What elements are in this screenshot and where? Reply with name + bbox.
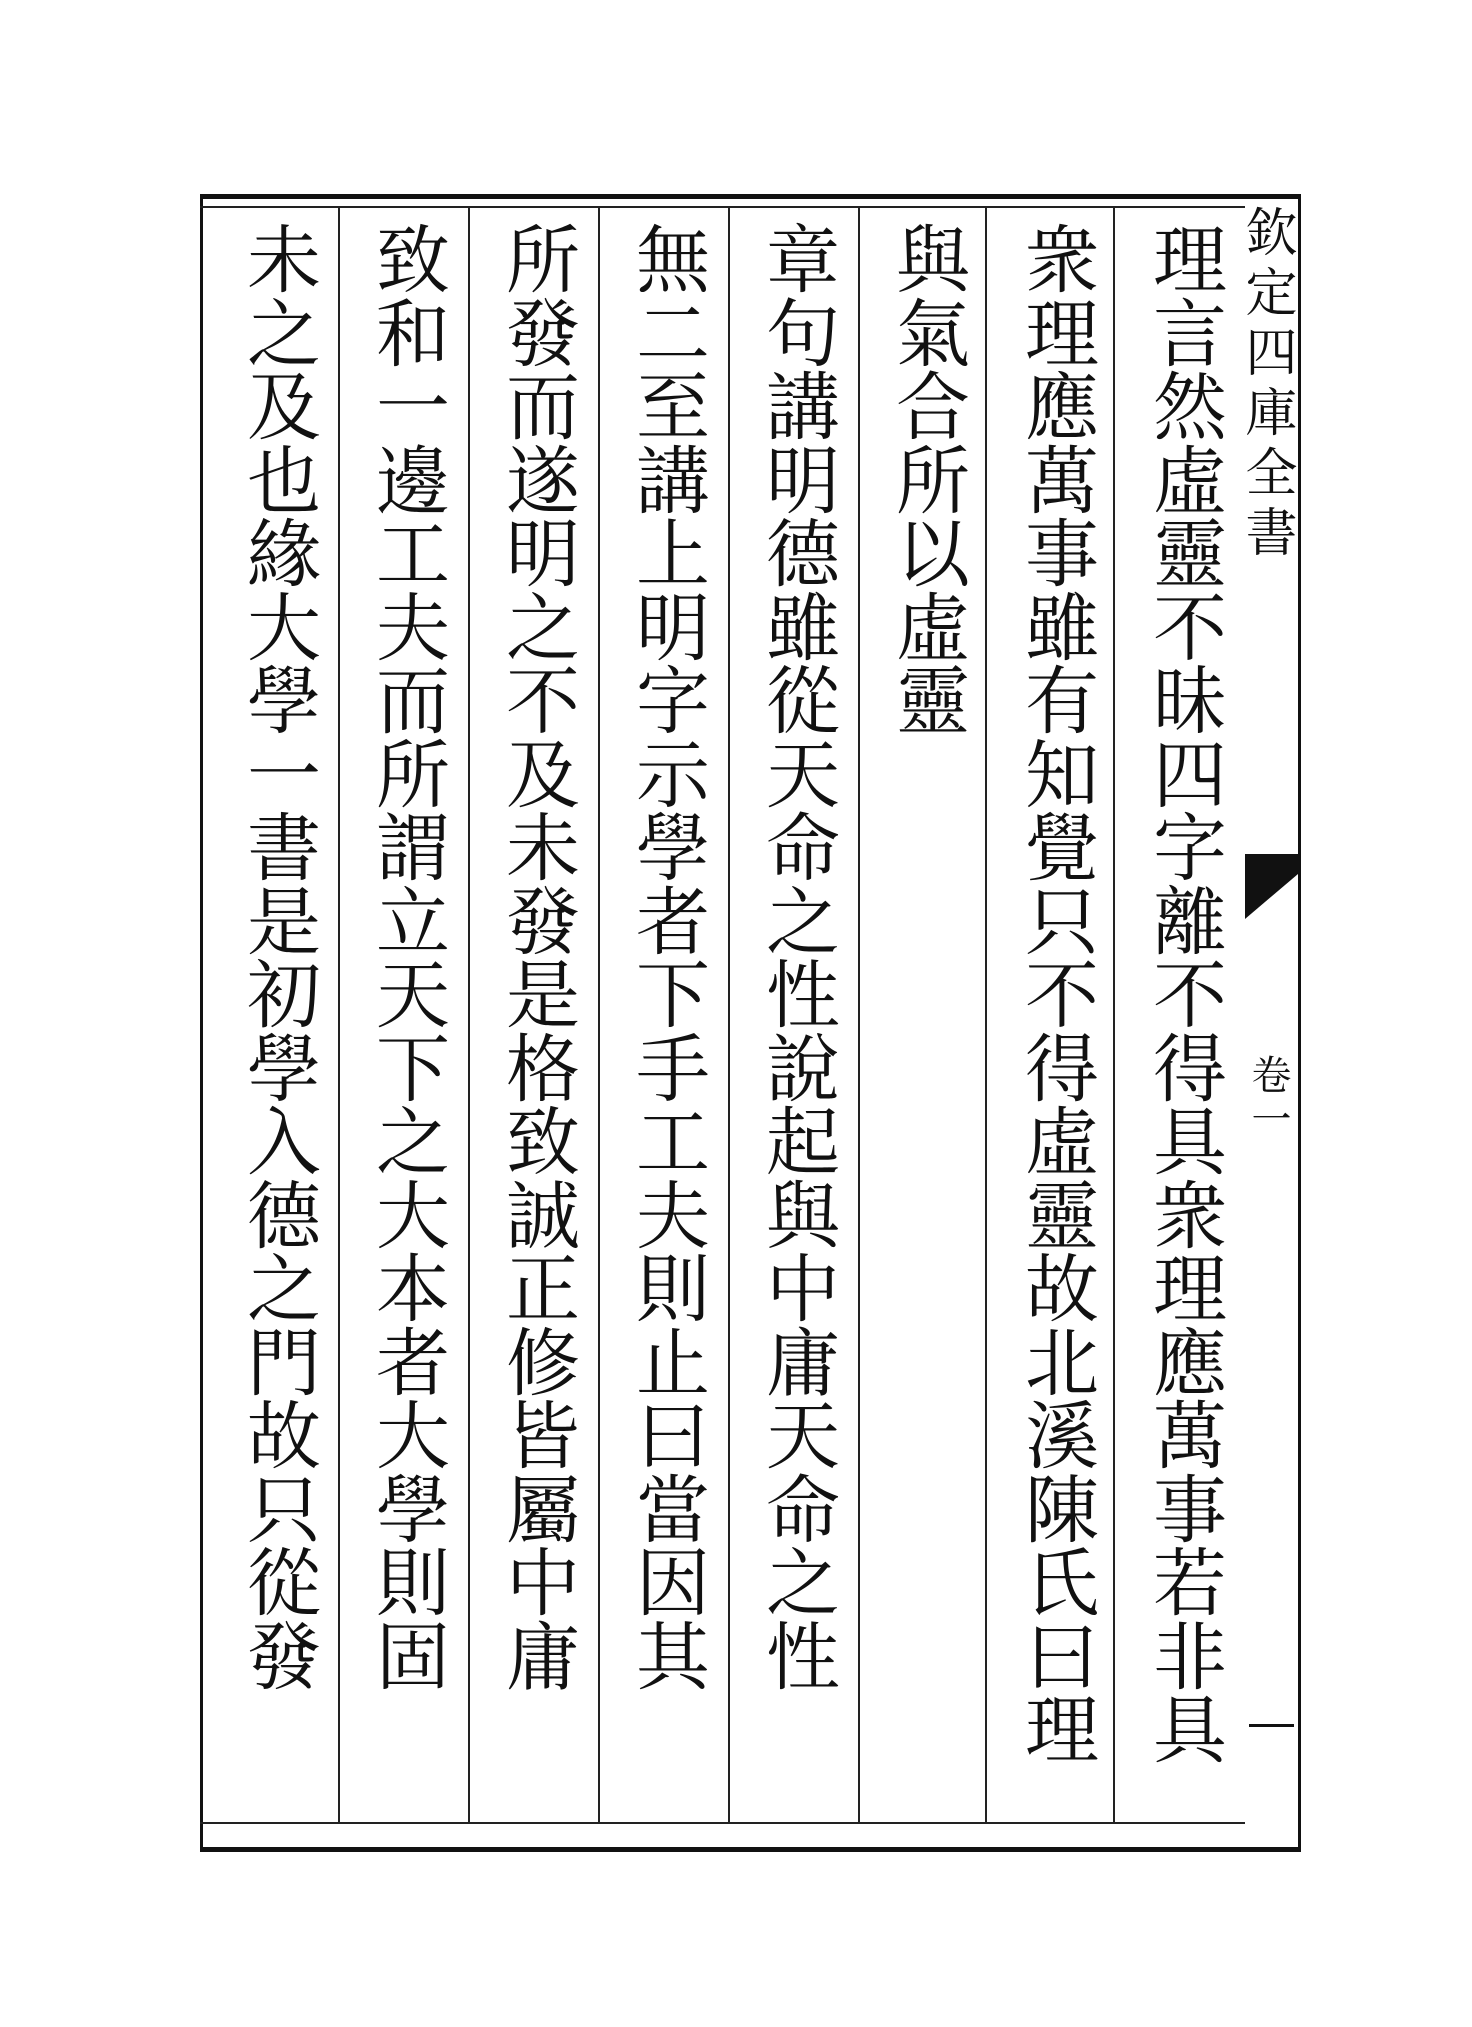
banner-rule: [1249, 1724, 1294, 1727]
text-char: 大: [376, 1394, 450, 1480]
text-char: 及: [247, 365, 321, 451]
text-char: 理: [1025, 1688, 1099, 1774]
column-rule: [598, 206, 600, 1824]
text-char: 命: [766, 806, 840, 892]
text-char: 工: [376, 512, 450, 598]
text-char: 下: [376, 1026, 450, 1113]
text-char: 中: [506, 1541, 580, 1627]
text-char: 學: [636, 806, 710, 892]
text-char: 不: [1153, 585, 1227, 672]
text-char: 從: [766, 659, 840, 745]
text-char: 天: [376, 953, 450, 1039]
text-char: 應: [1153, 1320, 1227, 1407]
text-char: 理: [1025, 291, 1099, 378]
text-char: 陳: [1025, 1467, 1099, 1554]
text-char: 理: [1153, 1247, 1227, 1333]
text-char: 雖: [766, 585, 840, 672]
text-column-7: [363, 218, 463, 1815]
text-char: 示: [636, 732, 710, 819]
text-char: 不: [1025, 953, 1099, 1039]
text-char: 則: [636, 1247, 710, 1333]
text-char: 邊: [376, 438, 450, 525]
text-char: 從: [247, 1541, 321, 1627]
text-char: 致: [506, 1100, 580, 1186]
page-edge: [1298, 194, 1301, 1847]
text-char: 也: [247, 438, 321, 525]
text-char: 是: [506, 953, 580, 1039]
text-char: 具: [1153, 1100, 1227, 1186]
column-rule: [468, 206, 470, 1824]
text-char: 庸: [506, 1614, 580, 1701]
text-char: 講: [766, 365, 840, 451]
text-char: 得: [1153, 1026, 1227, 1113]
banner-char: 四: [1245, 324, 1298, 384]
fishtail-mark: [1245, 854, 1298, 919]
text-char: 昧: [1153, 659, 1227, 745]
text-char: 曰: [636, 1394, 710, 1480]
banner-title: [1245, 204, 1298, 564]
text-char: 夫: [636, 1173, 710, 1260]
text-char: 萬: [1025, 438, 1099, 525]
text-char: 不: [506, 659, 580, 745]
text-char: 上: [636, 512, 710, 598]
text-char: 只: [247, 1467, 321, 1554]
text-char: 夫: [376, 585, 450, 672]
text-char: 天: [766, 732, 840, 819]
text-char: 初: [247, 953, 321, 1039]
text-char: 章: [766, 218, 840, 304]
text-char: 溪: [1025, 1394, 1099, 1480]
text-char: 其: [636, 1614, 710, 1701]
text-char: 所: [506, 218, 580, 304]
text-char: 手: [636, 1026, 710, 1113]
text-char: 靈: [1025, 1173, 1099, 1260]
text-char: 不: [1153, 953, 1227, 1039]
text-char: 下: [636, 953, 710, 1039]
text-char: 曰: [1025, 1614, 1099, 1701]
text-char: 書: [247, 806, 321, 892]
text-column-8: [234, 218, 334, 1815]
text-char: 之: [766, 1541, 840, 1627]
text-char: 和: [376, 291, 450, 378]
text-char: 與: [766, 1173, 840, 1260]
column-rule: [985, 206, 987, 1824]
text-char: 固: [376, 1614, 450, 1701]
banner-char: 欽: [1245, 204, 1298, 264]
text-char: 天: [766, 1394, 840, 1480]
text-char: 發: [247, 1614, 321, 1701]
text-char: 誠: [506, 1173, 580, 1260]
text-char: 而: [506, 365, 580, 451]
text-char: 靈: [896, 659, 970, 745]
banner-char: 定: [1245, 264, 1298, 324]
text-char: 非: [1153, 1614, 1227, 1701]
banner-char: 庫: [1245, 384, 1298, 444]
text-char: 事: [1153, 1467, 1227, 1554]
text-char: 萬: [1153, 1394, 1227, 1480]
text-char: 正: [506, 1247, 580, 1333]
text-char: 明: [506, 512, 580, 598]
text-char: 起: [766, 1100, 840, 1186]
banner-char: 全: [1245, 444, 1298, 504]
text-char: 具: [1153, 1688, 1227, 1774]
text-char: 學: [247, 1026, 321, 1113]
text-char: 至: [636, 365, 710, 451]
text-char: 虛: [1025, 1100, 1099, 1186]
text-char: 然: [1153, 365, 1227, 451]
text-char: 理: [1153, 218, 1227, 304]
text-char: 立: [376, 879, 450, 966]
text-char: 故: [247, 1394, 321, 1480]
text-char: 氏: [1025, 1541, 1099, 1627]
text-char: 字: [1153, 806, 1227, 892]
column-rule: [858, 206, 860, 1824]
text-char: 學: [247, 659, 321, 745]
text-char: 則: [376, 1541, 450, 1627]
text-char: 大: [247, 585, 321, 672]
text-char: 門: [247, 1320, 321, 1407]
text-char: 所: [376, 732, 450, 819]
text-char: 故: [1025, 1247, 1099, 1333]
text-char: 格: [506, 1026, 580, 1113]
text-char: 者: [376, 1320, 450, 1407]
text-char: 發: [506, 291, 580, 378]
text-char: 之: [766, 879, 840, 966]
text-char: 事: [1025, 512, 1099, 598]
frame-inner-top-rule: [200, 206, 1245, 208]
text-char: 是: [247, 879, 321, 966]
text-column-1: [1140, 218, 1240, 1815]
text-char: 德: [247, 1173, 321, 1260]
text-char: 以: [896, 512, 970, 598]
column-rule: [1113, 206, 1115, 1824]
text-char: 與: [896, 218, 970, 304]
text-char: 止: [636, 1320, 710, 1407]
text-char: 謂: [376, 806, 450, 892]
text-char: 之: [247, 291, 321, 378]
text-char: 工: [636, 1100, 710, 1186]
text-char: 本: [376, 1247, 450, 1333]
text-char: 言: [1153, 291, 1227, 378]
text-char: 氣: [896, 291, 970, 378]
text-char: 知: [1025, 732, 1099, 819]
text-column-3: [883, 218, 983, 1815]
text-char: 雖: [1025, 585, 1099, 672]
text-char: 命: [766, 1467, 840, 1554]
column-rule: [338, 206, 340, 1824]
text-char: 得: [1025, 1026, 1099, 1113]
text-char: 當: [636, 1467, 710, 1554]
text-column-6: [493, 218, 593, 1815]
text-char: 衆: [1025, 218, 1099, 304]
juan-label: [1245, 1054, 1298, 1142]
text-column-2: [1012, 218, 1112, 1815]
text-char: 者: [636, 879, 710, 966]
text-char: 之: [506, 585, 580, 672]
text-char: 無: [636, 218, 710, 304]
text-char: 遂: [506, 438, 580, 525]
text-char: 虛: [896, 585, 970, 672]
text-char: 有: [1025, 659, 1099, 745]
text-char: 所: [896, 438, 970, 525]
text-char: 修: [506, 1320, 580, 1407]
text-column-4: [753, 218, 853, 1815]
text-char: 二: [636, 291, 710, 378]
text-char: 句: [766, 291, 840, 378]
text-char: 衆: [1153, 1173, 1227, 1260]
text-char: 明: [766, 438, 840, 525]
banner-char: 卷: [1251, 1053, 1292, 1099]
text-char: 庸: [766, 1320, 840, 1407]
text-char: 中: [766, 1247, 840, 1333]
text-char: 靈: [1153, 512, 1227, 598]
text-char: 學: [376, 1467, 450, 1554]
text-char: 應: [1025, 365, 1099, 451]
text-char: 入: [247, 1100, 321, 1186]
text-char: 覺: [1025, 806, 1099, 892]
text-char: 明: [636, 585, 710, 672]
text-char: 說: [766, 1026, 840, 1113]
text-char: 之: [376, 1100, 450, 1186]
text-char: 緣: [247, 512, 321, 598]
text-char: 屬: [506, 1467, 580, 1554]
text-char: 一: [247, 732, 321, 819]
text-char: 北: [1025, 1320, 1099, 1407]
text-char: 字: [636, 659, 710, 745]
text-char: 德: [766, 512, 840, 598]
text-char: 致: [376, 218, 450, 304]
text-char: 發: [506, 879, 580, 966]
text-char: 及: [506, 732, 580, 819]
text-char: 性: [766, 953, 840, 1039]
text-char: 四: [1153, 732, 1227, 819]
banner-char: 書: [1245, 504, 1298, 564]
banner-char: 一: [1251, 1097, 1292, 1143]
text-char: 未: [247, 218, 321, 304]
text-char: 一: [376, 365, 450, 451]
text-char: 而: [376, 659, 450, 745]
text-char: 虛: [1153, 438, 1227, 525]
text-column-5: [623, 218, 723, 1815]
text-char: 離: [1153, 879, 1227, 966]
text-char: 若: [1153, 1541, 1227, 1627]
text-char: 大: [376, 1173, 450, 1260]
text-char: 合: [896, 365, 970, 451]
text-char: 講: [636, 438, 710, 525]
text-char: 性: [766, 1614, 840, 1701]
text-char: 因: [636, 1541, 710, 1627]
text-char: 之: [247, 1247, 321, 1333]
text-char: 只: [1025, 879, 1099, 966]
column-rule: [728, 206, 730, 1824]
frame-inner-bottom-rule: [200, 1822, 1245, 1824]
banderole: [1245, 194, 1298, 1847]
text-char: 皆: [506, 1394, 580, 1480]
text-char: 未: [506, 806, 580, 892]
